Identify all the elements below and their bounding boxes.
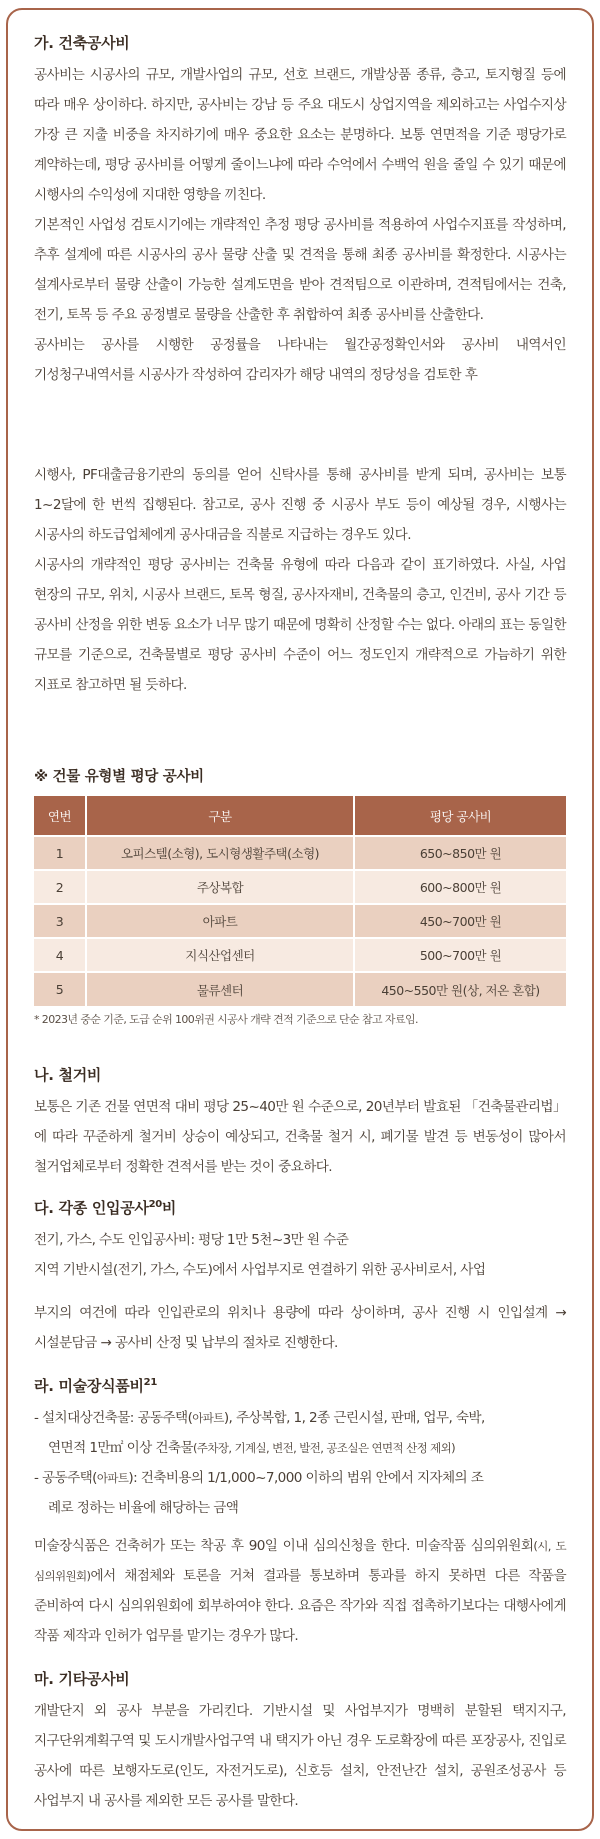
footnote-marker: 20 — [148, 1199, 162, 1210]
table-row — [34, 870, 566, 904]
heading-text: 비 — [161, 1199, 177, 1217]
paragraph: 시공사의 개략적인 평당 공사비는 건축물 유형에 따라 다음과 같이 표기하였다. 사실, 사업 현장의 규모, 위치, 시공사 브랜드, 토목 형질, 공사자재비, 건축물의 층고, 인건비, 공사 기간 등 공사비 산정을 위한 변동 요소가 너무 많기 때문에 명확히 산정할 수는 없다. 아래의 표는 동일한 규모를 기준으로, 건축물별로 평당 공사비 수준이 어느 정도인지 개략적으로 가늠하기 위한 지표로 참고하면 될 듯하다. — [34, 557, 567, 693]
section-heading — [34, 1372, 566, 1397]
paragraph — [34, 1531, 566, 1651]
text: 미술장식품은 건축허가 또는 착공 후 90일 이내 심의신청을 한다. 미술작품 심의위원회 — [34, 1538, 534, 1554]
section-utility-cost — [34, 1194, 566, 1285]
table-row — [34, 836, 566, 870]
table-row — [34, 972, 566, 1006]
paragraph: 보통은 기존 건물 연면적 대비 평당 25~40만 원 수준으로, 20년부터 발효된 「건축물관리법」에 따라 꾸준하게 철거비 상승이 예상되고, 건축물 철거 시, 폐기물 발견 등 변동성이 많아서 철거업체로부터 정확한 견적서를 받는 것이 중요하다. — [34, 1099, 566, 1175]
footnote-marker: 21 — [143, 1377, 157, 1388]
header-cell: 연번 — [34, 796, 86, 836]
section-building-cost-cont — [34, 460, 566, 700]
cell-cost: 650~850만 원 — [354, 836, 566, 870]
table-header-row — [34, 796, 566, 836]
cell-no: 1 — [34, 836, 86, 870]
cell-no: 4 — [34, 938, 86, 972]
table-row — [34, 938, 566, 972]
paragraph: 지역 기반시설(전기, 가스, 수도)에서 사업부지로 연결하기 위한 공사비로서, 사업 — [34, 1262, 486, 1278]
paragraph: 공사비는 시공사의 규모, 개발사업의 규모, 선호 브랜드, 개발상품 종류, 층고, 토지형질 등에 따라 매우 상이하다. 하지만, 공사비는 강남 등 주요 대도시 상업지역을 제외하고는 사업수지상 가장 큰 지출 비중을 차지하기에 매우 중요한 요소는 분명하다. 보통 연면적을 기준 평당가로 계약하는데, 평당 공사비를 어떻게 줄이느냐에 따라 수억에서 수백억 원을 줄일 수 있기 때문에 시행사의 수익성에 지대한 영향을 끼친다. — [34, 67, 566, 203]
cost-table — [34, 796, 566, 1006]
text: ): 건축비용의 1/1,000~7,000 이하의 범위 안에서 지자체의 조 — [128, 1470, 484, 1486]
paragraph: 기본적인 사업성 검토시기에는 개략적인 추정 평당 공사비를 적용하여 사업수지표를 작성하며,추후 설계에 따른 시공사의 공사 물량 산출 및 견적을 통해 최종 공사비를 확정한다. 시공사는 설계사로부터 물량 산출이 가능한 설계도면을 받아 견적팀으로 이관하며, 견적팀에서는 건축, 전기, 토목 등 주요 공정별로 물량을 산출한 후 취합하여 최종 공사비를 산출한다. — [34, 217, 566, 323]
table-title: ※ 건물 유형별 평당 공사비 — [34, 769, 204, 785]
cell-cost: 450~550만 원(상, 저온 혼합) — [354, 972, 566, 1006]
list-item-cont: 례로 정하는 비율에 해당하는 금액 — [48, 1500, 239, 1516]
section-utility-cost-cont — [34, 1298, 566, 1358]
text: 아파트 — [192, 1411, 224, 1425]
cell-type: 물류센터 — [86, 972, 354, 1006]
paragraph: 시행사, PF대출금융기관의 동의를 얻어 신탁사를 통해 공사비를 받게 되며, 공사비는 보통 1~2달에 한 번씩 집행된다. 참고로, 공사 진행 중 시공사 부도 등이 예상될 경우, 시행사는 시공사의 하도급업체에게 공사대금을 직불로 지급하는 경우도 있다. — [34, 467, 566, 543]
header-cell: 구분 — [86, 796, 354, 836]
cell-cost: 500~700만 원 — [354, 938, 566, 972]
cell-cost: 450~700만 원 — [354, 904, 566, 938]
cost-table-block — [34, 766, 566, 1028]
cell-type: 지식산업센터 — [86, 938, 354, 972]
text: ), 주상복합, 1, 2종 근린시설, 판매, 업무, 숙박, — [223, 1410, 485, 1426]
section-other-cost — [34, 1668, 566, 1816]
text: 아파트 — [96, 1471, 129, 1485]
section-heading: 나. 철거비 — [34, 1066, 102, 1084]
cell-cost: 600~800만 원 — [354, 870, 566, 904]
text: (시, 도 심의위원회) — [34, 1539, 566, 1583]
section-heading — [34, 1194, 566, 1219]
paragraph: 부지의 여건에 따라 인입관로의 위치나 용량에 따라 상이하며, 공사 진행 시 인입설계 → 시설분담금 → 공사비 산정 및 납부의 절차로 진행한다. — [34, 1305, 566, 1351]
list-item — [34, 1403, 566, 1463]
list-item-cont — [34, 1433, 566, 1463]
cell-type: 주상복합 — [86, 870, 354, 904]
section-heading: 마. 기타공사비 — [34, 1670, 130, 1688]
paragraph: 개발단지 외 공사 부분을 가리킨다. 기반시설 및 사업부지가 명백히 분할된 택지지구, 지구단위계획구역 및 도시개발사업구역 내 택지가 아닌 경우 도로확장에 따른 포장공사, 진입로 공사에 따른 보행자도로(인도, 자전거도로), 신호등 설치, 안전난간 설치, 공원조성공사 등 사업부지 내 공사를 제외한 모든 공사를 말한다. — [34, 1703, 566, 1809]
cell-type: 아파트 — [86, 904, 354, 938]
text: 에서 채점체와 토론을 거쳐 결과를 통보하며 통과를 하지 못하면 다른 작품을 준비하여 다시 심의위원회에 회부하여야 한다. 요즘은 작가와 직접 접촉하기보다는 대행사에게 작품 제작과 인허가 업무를 맡기는 경우가 많다. — [34, 1568, 566, 1644]
cell-no: 3 — [34, 904, 86, 938]
heading-text: 라. 미술장식품비 — [34, 1377, 144, 1395]
text: 연면적 1만㎡ 이상 건축물 — [48, 1440, 193, 1456]
cell-no: 5 — [34, 972, 86, 1006]
list-item — [34, 1463, 566, 1523]
paragraph: 공사비는 공사를 시행한 공정률을 나타내는 월간공정확인서와 공사비 내역서인 기성청구내역서를 시공사가 작성하여 감리자가 해당 내역의 정당성을 검토한 후 — [34, 337, 566, 383]
text: - 설치대상건축물: 공동주택( — [34, 1410, 193, 1426]
heading-text: 다. 각종 인입공사 — [34, 1199, 149, 1217]
text: - 공동주택( — [34, 1470, 97, 1486]
section-heading: 가. 건축공사비 — [34, 34, 130, 52]
section-art-cost — [34, 1372, 566, 1651]
section-demolition-cost — [34, 1064, 566, 1182]
section-building-cost — [34, 32, 566, 390]
cell-type: 오피스텔(소형), 도시형생활주택(소형) — [86, 836, 354, 870]
table-note: * 2023년 중순 기준, 도급 순위 100위권 시공사 개략 견적 기준으로 단순 참고 자료임. — [34, 1013, 418, 1026]
table-row — [34, 904, 566, 938]
paragraph: 전기, 가스, 수도 인입공사비: 평당 1만 5천~3만 원 수준 — [34, 1232, 349, 1248]
text: (주차장, 기계실, 변전, 발전, 공조실은 연면적 산정 제외) — [193, 1441, 456, 1455]
cell-no: 2 — [34, 870, 86, 904]
header-cell: 평당 공사비 — [354, 796, 566, 836]
